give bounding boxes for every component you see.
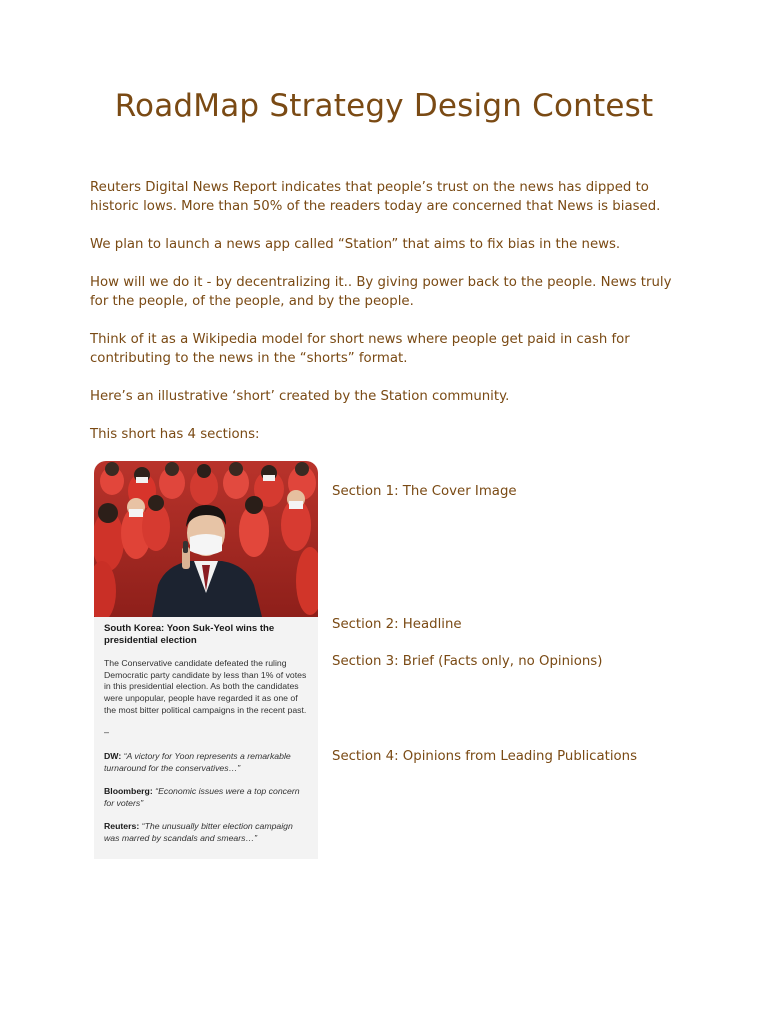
short-divider-dash: – <box>104 727 110 737</box>
opinion-item <box>104 821 309 844</box>
opinion-source: DW: <box>104 751 122 761</box>
station-paragraph: We plan to launch a news app called “Station” that aims to fix bias in the news. <box>90 237 621 252</box>
opinion-quote: “The unusually bitter election campaign was marred by scandals and smears…” <box>104 821 293 843</box>
wikipedia-model-paragraph: Think of it as a Wikipedia model for short news where people get paid in cash for contributing to the news in the “shorts” format. <box>90 332 630 366</box>
page-title: RoadMap Strategy Design Contest <box>114 88 654 124</box>
sections-intro-paragraph: This short has 4 sections: <box>90 427 260 442</box>
short-brief: The Conservative candidate defeated the ruling Democratic party candidate by less than 1% of votes in this presidential election. As both the candidates were unpopular, people have regarded it as one of the most bitter political campaigns in the recent past. <box>104 658 307 715</box>
section-label-brief: Section 3: Brief (Facts only, no Opinions) <box>332 654 603 669</box>
opinion-source: Bloomberg: <box>104 786 153 796</box>
opinion-quote: “Economic issues were a top concern for voters” <box>104 786 300 808</box>
opinion-item <box>104 786 309 809</box>
section-label-cover-image: Section 1: The Cover Image <box>332 484 517 499</box>
opinion-quote: “A victory for Yoon represents a remarkable turnaround for the conservatives…” <box>104 751 291 773</box>
opinion-source: Reuters: <box>104 821 140 831</box>
short-headline: South Korea: Yoon Suk-Yeol wins the presidential election <box>104 623 275 646</box>
opinion-item <box>104 751 309 774</box>
decentralize-paragraph: How will we do it - by decentralizing it.. By giving power back to the people. News truly for the people, of the people, and by the people. <box>90 275 672 309</box>
cover-image <box>94 461 318 617</box>
short-card <box>94 461 318 859</box>
section-label-headline: Section 2: Headline <box>332 617 462 632</box>
section-label-opinions: Section 4: Opinions from Leading Publications <box>332 749 638 764</box>
intro-paragraph: Reuters Digital News Report indicates that people’s trust on the news has dipped to historic lows. More than 50% of the readers today are concerned that News is biased. <box>90 180 661 214</box>
illustrative-short-paragraph: Here’s an illustrative ‘short’ created by the Station community. <box>90 389 510 404</box>
